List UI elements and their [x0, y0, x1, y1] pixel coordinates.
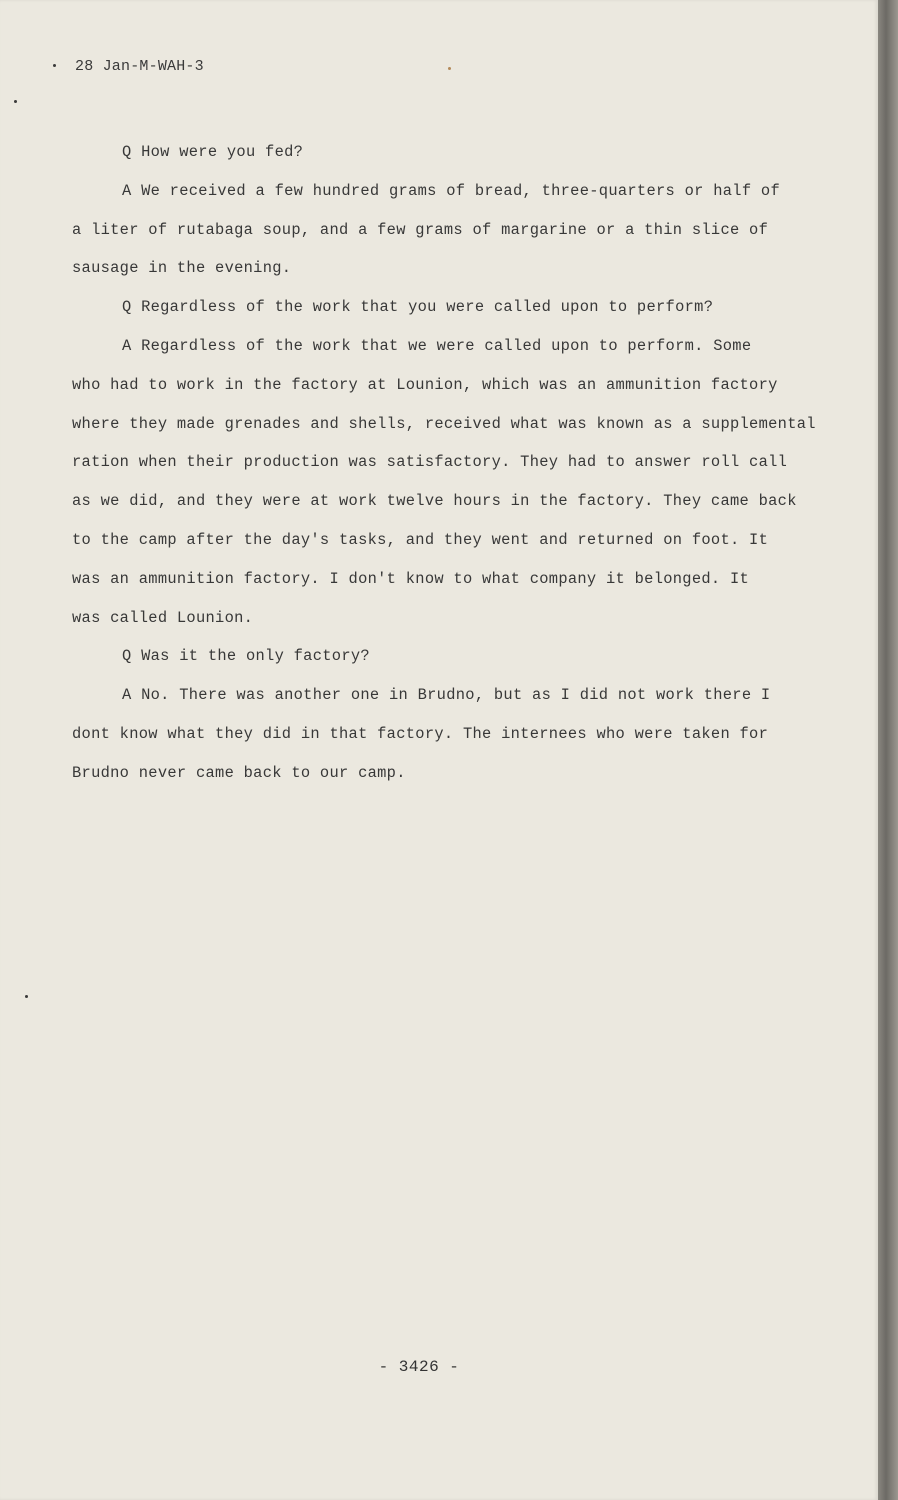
transcript-body — [72, 133, 832, 793]
transcript-line: dont know what they did in that factory. The internees who were taken for — [72, 724, 769, 743]
transcript-line: to the camp after the day's tasks, and they went and returned on foot. It — [72, 530, 769, 549]
page-number: - 3426 - — [378, 1358, 460, 1376]
transcript-line: Brudno never came back to our camp. — [72, 763, 406, 782]
transcript-line: was called Lounion. — [72, 608, 254, 627]
transcript-line: ration when their production was satisfactory. They had to answer roll call — [72, 453, 788, 472]
transcript-line: a liter of rutabaga soup, and a few grams of margarine or a thin slice of — [72, 220, 769, 239]
transcript-line: A We received a few hundred grams of bread, three-quarters or half of — [122, 181, 780, 200]
transcript-line: as we did, and they were at work twelve hours in the factory. They came back — [72, 492, 797, 511]
transcript-line: where they made grenades and shells, received what was known as a supplemental — [72, 414, 816, 433]
page-edge — [878, 0, 898, 1500]
transcript-line: Q Was it the only factory? — [122, 647, 370, 666]
transcript-line: who had to work in the factory at Lounion, which was an ammunition factory — [72, 375, 778, 394]
document-reference: 28 Jan-M-WAH-3 — [75, 58, 204, 75]
transcript-line: Q How were you fed? — [122, 143, 304, 161]
transcript-line: A Regardless of the work that we were called upon to perform. Some — [122, 336, 752, 355]
transcript-line: sausage in the evening. — [72, 259, 292, 278]
transcript-line: A No. There was another one in Brudno, but as I did not work there I — [122, 686, 771, 705]
ink-mark — [25, 995, 28, 998]
transcript-line: was an ammunition factory. I don't know to what company it belonged. It — [72, 569, 750, 588]
ink-mark — [14, 100, 17, 103]
transcript-line: Q Regardless of the work that you were called upon to perform? — [122, 298, 714, 317]
ink-mark — [448, 67, 451, 70]
ink-mark — [53, 64, 56, 67]
